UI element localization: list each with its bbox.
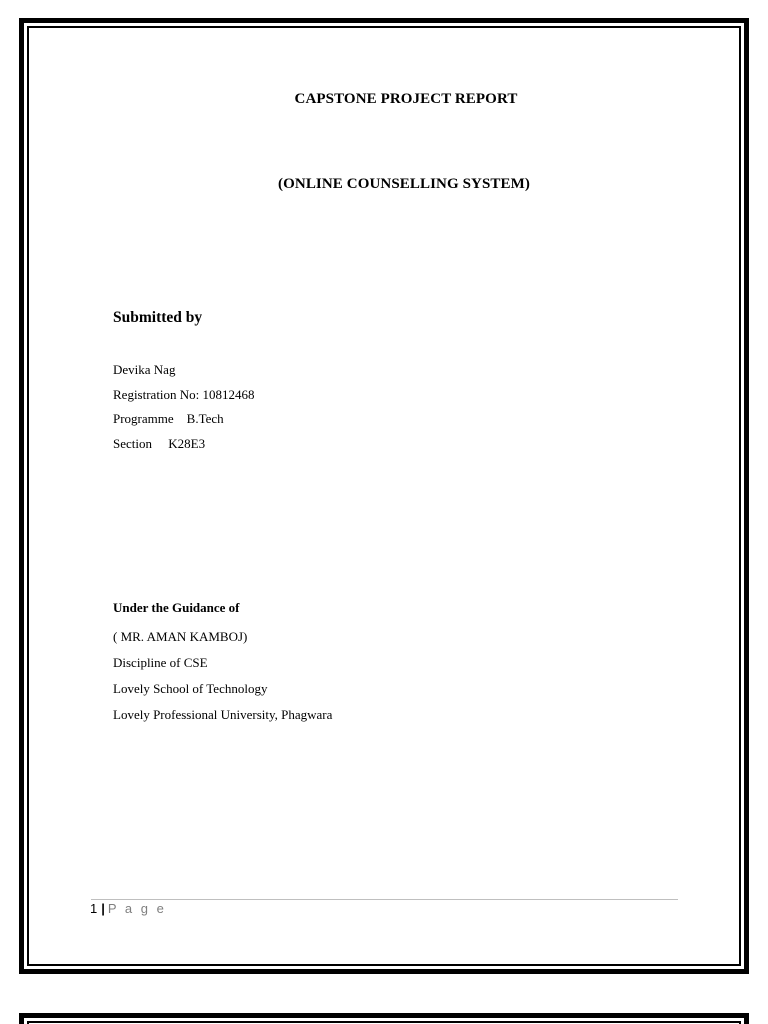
report-subtitle: (ONLINE COUNSELLING SYSTEM) bbox=[278, 176, 530, 192]
guidance-heading: Under the Guidance of bbox=[113, 600, 240, 615]
page-number: 1 bbox=[90, 901, 98, 916]
page-footer bbox=[90, 901, 166, 916]
page-label: P a g e bbox=[107, 901, 167, 916]
page-border-inner bbox=[27, 26, 741, 966]
programme: Programme B.Tech bbox=[113, 411, 224, 426]
registration-number: Registration No: 10812468 bbox=[113, 386, 255, 402]
footer-separator: | bbox=[101, 901, 105, 916]
section: Section K28E3 bbox=[113, 435, 206, 451]
footer-divider bbox=[91, 899, 678, 900]
guide-name: ( MR. AMAN KAMBOJ) bbox=[113, 629, 248, 644]
student-name: Devika Nag bbox=[113, 362, 176, 377]
submitter-details bbox=[113, 358, 255, 456]
report-title: CAPSTONE PROJECT REPORT bbox=[294, 91, 518, 107]
guidance-details bbox=[113, 624, 332, 728]
discipline: Discipline of CSE bbox=[113, 655, 208, 670]
school: Lovely School of Technology bbox=[113, 681, 268, 696]
university: Lovely Professional University, Phagwara bbox=[113, 707, 333, 722]
submitted-by-heading: Submitted by bbox=[113, 309, 203, 326]
